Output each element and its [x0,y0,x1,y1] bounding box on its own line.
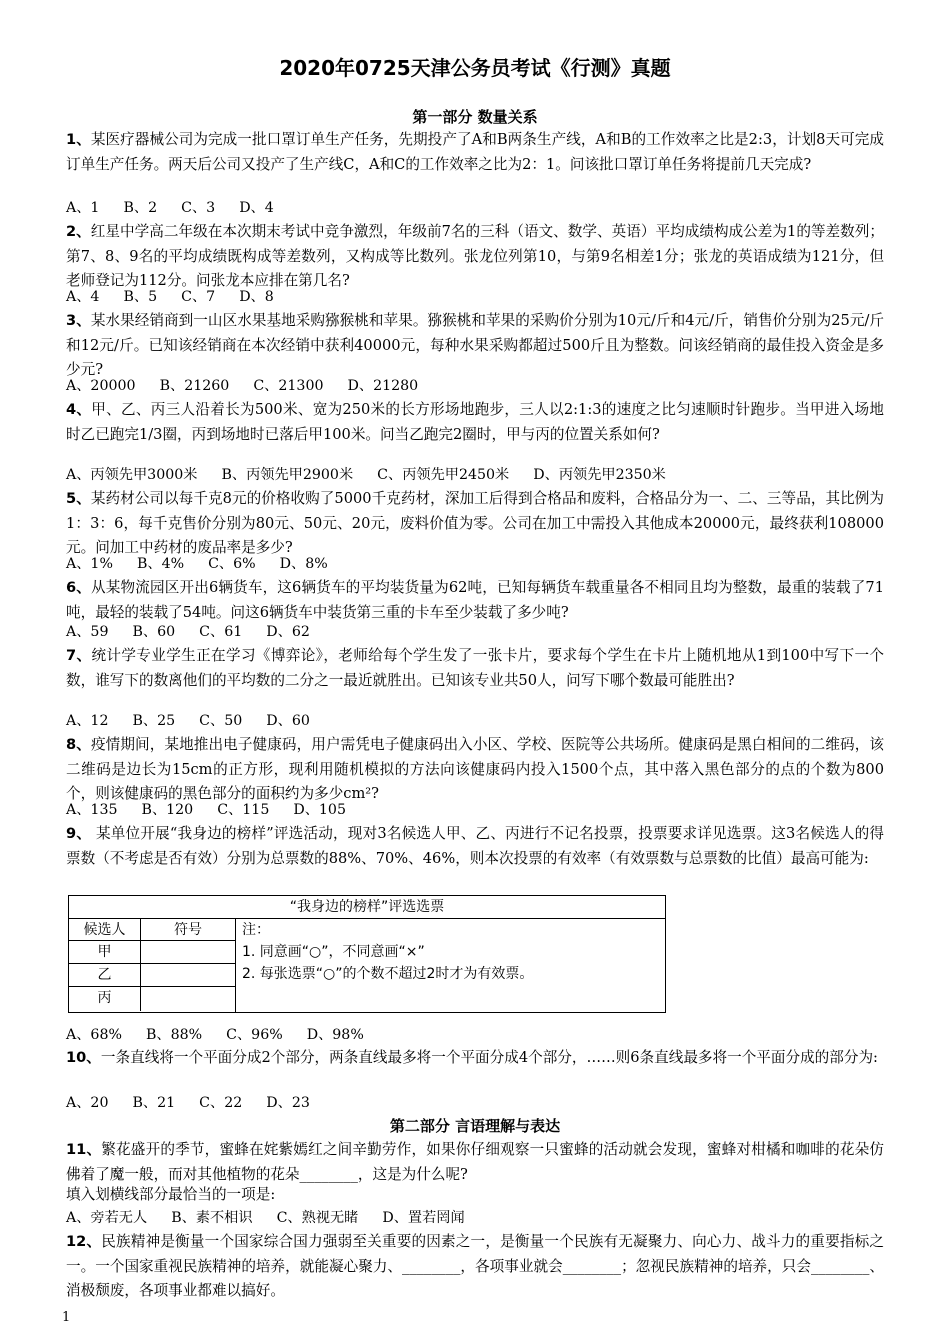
question-2-options [66,286,298,308]
ballot-table [68,895,666,1013]
question-12 [66,1230,884,1304]
question-number: 2、 [66,223,91,240]
question-3-options [66,375,442,397]
question-text: 某水果经销商到一山区水果基地采购猕猴桃和苹果。猕猴桃和苹果的采购价分别为10元/斤和4元/斤，销售价分别为25元/斤和12元/斤。已知该经销商在本次经销中获利40000元，每种水果采购都超过500斤且为整数。问该经销商的最佳投入资金是多少元? [66,312,885,378]
option-a: A、135 [66,802,118,818]
option-a: A、20 [66,1095,109,1111]
option-a: A、59 [66,624,109,640]
question-6 [66,576,884,625]
option-c: C、熟视无睹 [276,1210,359,1226]
question-text: 甲、乙、丙三人沿着长为500米、宽为250米的长方形场地跑步，三人以2:1:3的速度之比匀速顺时针跑步。当甲进入场地时乙已跑完1/3圈，丙到场地时已落后甲100米。问当乙跑完2圈时，甲与丙的位置关系如何? [66,401,884,443]
option-c: C、3 [181,200,216,216]
question-5 [66,487,884,561]
question-number: 8、 [66,736,91,753]
header-symbol: 符号 [141,919,235,941]
option-b: B、25 [132,713,176,729]
question-number: 11、 [66,1141,102,1158]
option-a: A、1% [66,556,113,572]
question-4-options [66,464,690,486]
question-11 [66,1138,884,1187]
option-c: C、7 [181,289,216,305]
option-c: C、丙领先甲2450米 [377,467,510,483]
option-d: D、置若罔闻 [382,1210,465,1226]
question-text: 繁花盛开的季节，蜜蜂在姹紫嫣红之间辛勤劳作，如果你仔细观察一只蜜蜂的活动就会发现，蜜蜂对柑橘和咖啡的花朵仿佛着了魔一般，而对其他植物的花朵________，这是为什么呢? [66,1141,884,1183]
option-a: A、68% [66,1027,122,1043]
question-3 [66,309,884,383]
option-d: D、98% [306,1027,364,1043]
question-text: 疫情期间，某地推出电子健康码，用户需凭电子健康码出入小区、学校、医院等公共场所。健康码是黑白相间的二维码，该二维码是边长为15cm的正方形，现利用随机模拟的方法向该健康码内投入1500个点，其中落入黑色部分的点的个数为800个，则该健康码的黑色部分的面积约为多少cm²? [66,736,884,802]
option-b: B、88% [145,1027,203,1043]
page-number: 1 [62,1310,71,1325]
note-1: 1. 同意画“○”，不同意画“×” [242,944,425,960]
option-c: C、50 [199,713,243,729]
question-8-options [66,799,370,821]
option-a: A、20000 [66,378,136,394]
symbol-cell [141,987,235,1011]
question-number: 7、 [66,647,92,664]
question-4 [66,398,884,447]
question-number: 4、 [66,401,92,418]
question-number: 3、 [66,312,91,329]
option-c: C、61 [199,624,243,640]
option-a: A、12 [66,713,109,729]
option-b: B、21 [132,1095,176,1111]
option-a: A、4 [66,289,100,305]
option-b: B、2 [123,200,158,216]
question-8 [66,733,884,807]
option-b: B、21260 [159,378,230,394]
question-7-options [66,710,334,732]
question-text: 某单位开展“我身边的榜样”评选活动，现对3名候选人甲、乙、丙进行不记名投票，投票要求详见选票。这3名候选人的得票数（不考虑是否有效）分别为总票数的88%、70%、46%，则本次投票的有效率（有效票数与总票数的比值）最高可能为: [66,825,885,867]
question-text: 某医疗器械公司为完成一批口罩订单生产任务，先期投产了A和B两条生产线，A和B的工作效率之比是2:3，计划8天可完成订单生产任务。两天后公司又投产了生产线C，A和C的工作效率之比为2：1。问该批口罩订单任务将提前几天完成? [66,131,884,173]
option-a: A、丙领先甲3000米 [66,467,198,483]
option-c: C、22 [199,1095,243,1111]
option-d: D、60 [266,713,310,729]
question-5-options [66,553,352,575]
ballot-title: “我身边的榜样”评选选票 [69,896,665,919]
question-number: 1、 [66,131,91,148]
symbol-cell [141,964,235,987]
option-d: D、丙领先甲2350米 [533,467,666,483]
section-heading-quantitative: 第一部分 数量关系 [412,108,538,126]
header-candidate: 候选人 [69,919,141,941]
question-11-options [66,1207,489,1229]
question-number: 6、 [66,579,92,596]
question-number: 12、 [66,1233,102,1250]
option-b: B、素不相识 [171,1210,253,1226]
candidate-yi: 乙 [69,964,141,987]
question-text: 从某物流园区开出6辆货车，这6辆货车的平均装货量为62吨，已知每辆货车载重量各不相同且均为整数，最重的装载了71吨，最轻的装载了54吨。问这6辆货车中装货第三重的卡车至少装载了多少吨? [66,579,885,621]
question-text: 红星中学高二年级在本次期末考试中竞争激烈，年级前7名的三科（语文、数学、英语）平均成绩构成公差为1的等差数列；第7、8、9名的平均成绩既构成等差数列，又构成等比数列。张龙位列第10，与第9名相差1分；张龙的英语成绩为121分，但老师登记为112分。问张龙本应排在第几名? [66,223,885,289]
ballot-notes [235,919,665,1012]
question-text: 民族精神是衡量一个国家综合国力强弱至关重要的因素之一，是衡量一个民族有无凝聚力、向心力、战斗力的重要指标之一。一个国家重视民族精神的培养，就能凝心聚力、________，各项事业就会________；忽视民族精神的培养，只会________、消极颓废，各项事业都难以搞好。 [66,1233,884,1299]
option-d: D、105 [293,802,346,818]
question-number: 5、 [66,490,91,507]
question-6-options [66,621,334,643]
option-d: D、21280 [347,378,419,394]
option-b: B、5 [123,289,158,305]
question-number: 10、 [66,1049,101,1066]
question-2 [66,220,884,294]
option-a: A、旁若无人 [66,1210,148,1226]
option-c: C、115 [217,802,270,818]
option-d: D、23 [266,1095,310,1111]
question-text: 统计学专业学生正在学习《博弈论》，老师给每个学生发了一张卡片，要求每个学生在卡片上随机地从1到100中写下一个数，谁写下的数离他们的平均数的二分之一最近就胜出。已知该专业共50人，问写下哪个数最可能胜出? [66,647,884,689]
option-d: D、8% [279,556,328,572]
question-text: 一条直线将一个平面分成2个部分，两条直线最多将一个平面分成4个部分，……则6条直线最多将一个平面分成的部分为: [100,1049,878,1066]
candidate-bing: 丙 [69,987,141,1011]
option-d: D、8 [239,289,274,305]
section-heading-verbal: 第二部分 言语理解与表达 [389,1117,561,1135]
note-2: 2. 每张选票“○”的个数不超过2时才为有效票。 [242,966,534,982]
question-11-prompt: 填入划横线部分最恰当的一项是: [66,1186,276,1203]
option-d: D、62 [266,624,310,640]
question-1-options [66,197,298,219]
question-10-options [66,1092,334,1114]
question-9-options [66,1024,388,1046]
option-b: B、120 [141,802,194,818]
question-1 [66,128,884,177]
symbol-cell [141,941,235,964]
option-c: C、6% [208,556,256,572]
notes-label: 注： [242,922,270,938]
option-b: B、丙领先甲2900米 [221,467,354,483]
candidate-jia: 甲 [69,941,141,964]
question-7 [66,644,884,693]
question-10 [66,1046,884,1071]
option-b: B、60 [132,624,176,640]
option-d: D、4 [239,200,274,216]
document-title: 2020年0725天津公务员考试《行测》真题 [279,56,671,80]
option-c: C、21300 [253,378,324,394]
option-a: A、1 [66,200,100,216]
option-c: C、96% [226,1027,283,1043]
question-text: 某药材公司以每千克8元的价格收购了5000千克药材，深加工后得到合格品和废料，合格品分为一、二、三等品，其比例为1：3：6，每千克售价分别为80元、50元、20元，废料价值为零。公司在加工中需投入其他成本20000元，最终获利108000元。问加工中药材的废品率是多少? [66,490,884,556]
option-b: B、4% [136,556,185,572]
question-9 [66,822,884,871]
question-number: 9、 [66,825,92,842]
